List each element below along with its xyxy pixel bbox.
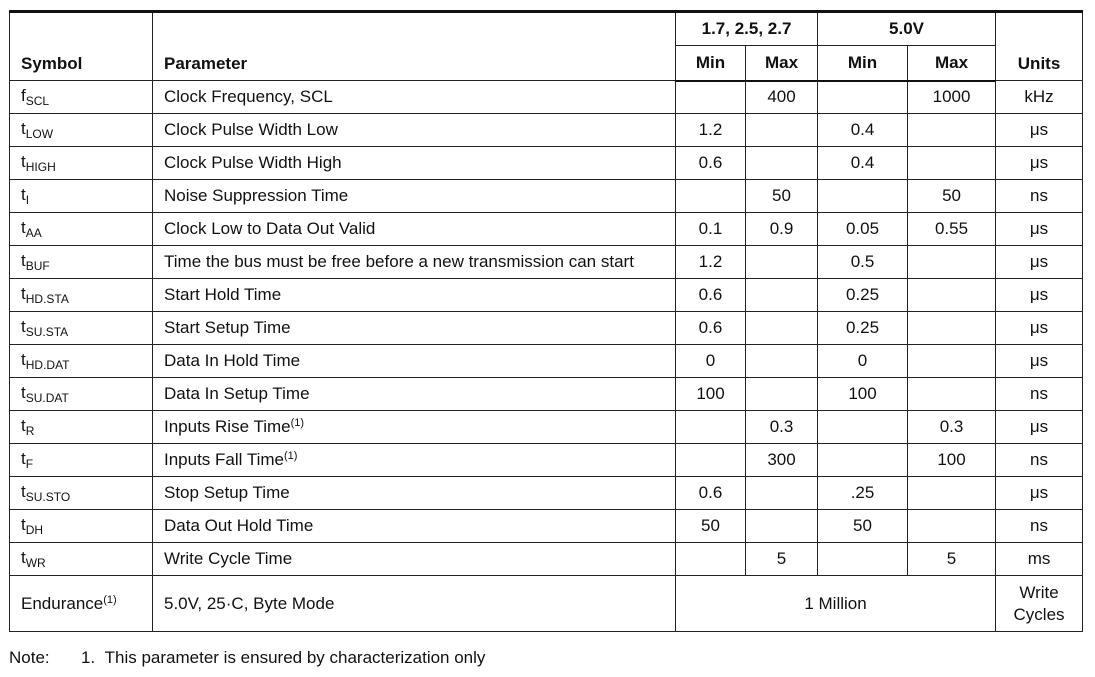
cell-max-low-voltage: 400 bbox=[746, 81, 818, 114]
footnote bbox=[9, 648, 485, 668]
cell-min-5v: 0.5 bbox=[818, 246, 908, 279]
cell-max-low-voltage: 300 bbox=[746, 444, 818, 477]
table-row bbox=[10, 444, 1083, 477]
cell-parameter: Start Hold Time bbox=[153, 279, 676, 312]
cell-min-low-voltage: 0.1 bbox=[676, 213, 746, 246]
header-group-5v: 5.0V bbox=[818, 12, 996, 46]
cell-max-low-voltage: 50 bbox=[746, 180, 818, 213]
cell-min-5v bbox=[818, 444, 908, 477]
table-row bbox=[10, 378, 1083, 411]
cell-max-5v bbox=[908, 147, 996, 180]
cell-max-5v: 0.55 bbox=[908, 213, 996, 246]
cell-symbol: $t_{LOW}$ bbox=[10, 114, 153, 147]
cell-min-low-voltage bbox=[676, 444, 746, 477]
cell-parameter: Data In Setup Time bbox=[153, 378, 676, 411]
cell-min-low-voltage: 1.2 bbox=[676, 246, 746, 279]
table-row bbox=[10, 411, 1083, 444]
cell-min-5v bbox=[818, 411, 908, 444]
cell-units: ns bbox=[996, 180, 1083, 213]
cell-symbol: $t_{SU.DAT}$ bbox=[10, 378, 153, 411]
cell-symbol: $t_{DH}$ bbox=[10, 510, 153, 543]
cell-units: ms bbox=[996, 543, 1083, 576]
cell-parameter: Noise Suppression Time bbox=[153, 180, 676, 213]
cell-max-5v bbox=[908, 378, 996, 411]
table-row bbox=[10, 477, 1083, 510]
cell-parameter: Clock Low to Data Out Valid bbox=[153, 213, 676, 246]
cell-min-low-voltage: 0.6 bbox=[676, 312, 746, 345]
cell-max-low-voltage bbox=[746, 345, 818, 378]
cell-parameter: Inputs Fall Time$^{(1)}$ bbox=[153, 444, 676, 477]
cell-min-low-voltage: 50 bbox=[676, 510, 746, 543]
table-row bbox=[10, 114, 1083, 147]
cell-max-5v bbox=[908, 114, 996, 147]
cell-units: μs bbox=[996, 279, 1083, 312]
cell-min-5v: 0.4 bbox=[818, 114, 908, 147]
cell-symbol: $t_{BUF}$ bbox=[10, 246, 153, 279]
cell-parameter: Time the bus must be free before a new transmission can start bbox=[153, 246, 676, 279]
cell-parameter: Write Cycle Time bbox=[153, 543, 676, 576]
header-symbol: Symbol bbox=[10, 12, 153, 81]
header-max: Max bbox=[746, 46, 818, 81]
cell-max-low-voltage: 5 bbox=[746, 543, 818, 576]
cell-parameter: Data Out Hold Time bbox=[153, 510, 676, 543]
cell-parameter: Inputs Rise Time$^{(1)}$ bbox=[153, 411, 676, 444]
cell-min-5v: 0.25 bbox=[818, 279, 908, 312]
cell-units: kHz bbox=[996, 81, 1083, 114]
table-row-endurance bbox=[10, 576, 1083, 632]
table-row bbox=[10, 81, 1083, 114]
cell-min-low-voltage bbox=[676, 543, 746, 576]
table-row bbox=[10, 279, 1083, 312]
header-row-groups bbox=[10, 12, 1083, 46]
cell-max-5v: 0.3 bbox=[908, 411, 996, 444]
ac-characteristics-table bbox=[9, 10, 1083, 632]
table-row bbox=[10, 180, 1083, 213]
cell-min-5v: 0.25 bbox=[818, 312, 908, 345]
cell-parameter: Stop Setup Time bbox=[153, 477, 676, 510]
cell-max-5v: 50 bbox=[908, 180, 996, 213]
table-row bbox=[10, 147, 1083, 180]
cell-max-5v: 100 bbox=[908, 444, 996, 477]
cell-max-5v bbox=[908, 345, 996, 378]
cell-max-low-voltage: 0.9 bbox=[746, 213, 818, 246]
table-row bbox=[10, 246, 1083, 279]
header-min: Min bbox=[818, 46, 908, 81]
cell-symbol: $t_{AA}$ bbox=[10, 213, 153, 246]
cell-max-low-voltage bbox=[746, 378, 818, 411]
cell-max-5v bbox=[908, 279, 996, 312]
cell-units: ns bbox=[996, 510, 1083, 543]
cell-max-5v bbox=[908, 510, 996, 543]
cell-parameter: Clock Frequency, SCL bbox=[153, 81, 676, 114]
header-units: Units bbox=[996, 12, 1083, 81]
cell-units: ns bbox=[996, 378, 1083, 411]
cell-symbol: $t_{SU.STA}$ bbox=[10, 312, 153, 345]
cell-units: μs bbox=[996, 246, 1083, 279]
cell-min-5v: 0 bbox=[818, 345, 908, 378]
cell-max-5v bbox=[908, 246, 996, 279]
ac-characteristics-table-container bbox=[9, 10, 1082, 632]
endurance-value: 1 Million bbox=[676, 576, 996, 632]
cell-min-low-voltage: 100 bbox=[676, 378, 746, 411]
cell-symbol: $t_{SU.STO}$ bbox=[10, 477, 153, 510]
footnote-label: Note: bbox=[9, 648, 50, 667]
table-row bbox=[10, 543, 1083, 576]
cell-max-low-voltage bbox=[746, 510, 818, 543]
cell-units: μs bbox=[996, 411, 1083, 444]
table-row bbox=[10, 312, 1083, 345]
cell-max-low-voltage bbox=[746, 279, 818, 312]
cell-parameter: Start Setup Time bbox=[153, 312, 676, 345]
cell-max-5v bbox=[908, 312, 996, 345]
cell-units: μs bbox=[996, 477, 1083, 510]
cell-min-5v: 50 bbox=[818, 510, 908, 543]
cell-symbol: $t_{HIGH}$ bbox=[10, 147, 153, 180]
cell-symbol: $f_{SCL}$ bbox=[10, 81, 153, 114]
cell-units: μs bbox=[996, 312, 1083, 345]
cell-min-low-voltage: 0.6 bbox=[676, 477, 746, 510]
header-parameter: Parameter bbox=[153, 12, 676, 81]
cell-min-5v: 0.05 bbox=[818, 213, 908, 246]
header-min: Min bbox=[676, 46, 746, 81]
cell-symbol: $t_{WR}$ bbox=[10, 543, 153, 576]
cell-max-5v: 1000 bbox=[908, 81, 996, 114]
cell-symbol: $t_{HD.DAT}$ bbox=[10, 345, 153, 378]
cell-min-low-voltage bbox=[676, 180, 746, 213]
cell-min-low-voltage: 0 bbox=[676, 345, 746, 378]
table-row bbox=[10, 345, 1083, 378]
cell-min-5v: .25 bbox=[818, 477, 908, 510]
cell-symbol: $t_{HD.STA}$ bbox=[10, 279, 153, 312]
cell-max-low-voltage bbox=[746, 147, 818, 180]
header-max: Max bbox=[908, 46, 996, 81]
cell-min-5v bbox=[818, 543, 908, 576]
cell-units: μs bbox=[996, 147, 1083, 180]
cell-min-5v bbox=[818, 180, 908, 213]
endurance-units: Write Cycles bbox=[996, 576, 1083, 632]
cell-units: μs bbox=[996, 114, 1083, 147]
header-group-low-voltage: 1.7, 2.5, 2.7 bbox=[676, 12, 818, 46]
cell-parameter: Clock Pulse Width Low bbox=[153, 114, 676, 147]
cell-symbol: $t_R$ bbox=[10, 411, 153, 444]
cell-min-low-voltage: 0.6 bbox=[676, 147, 746, 180]
cell-min-5v bbox=[818, 81, 908, 114]
footnote-text: 1. This parameter is ensured by characterization only bbox=[81, 648, 486, 667]
cell-min-low-voltage: 1.2 bbox=[676, 114, 746, 147]
endurance-symbol: Endurance$^{(1)}$ bbox=[10, 576, 153, 632]
cell-parameter: Clock Pulse Width High bbox=[153, 147, 676, 180]
cell-min-low-voltage bbox=[676, 411, 746, 444]
cell-units: ns bbox=[996, 444, 1083, 477]
table-body bbox=[10, 81, 1083, 576]
endurance-parameter: 5.0V, 25·C, Byte Mode bbox=[153, 576, 676, 632]
cell-symbol: $t_I$ bbox=[10, 180, 153, 213]
table-row bbox=[10, 213, 1083, 246]
table-row bbox=[10, 510, 1083, 543]
cell-units: μs bbox=[996, 213, 1083, 246]
cell-max-low-voltage bbox=[746, 312, 818, 345]
cell-max-low-voltage bbox=[746, 246, 818, 279]
cell-min-low-voltage: 0.6 bbox=[676, 279, 746, 312]
cell-min-5v: 100 bbox=[818, 378, 908, 411]
cell-max-5v bbox=[908, 477, 996, 510]
cell-units: μs bbox=[996, 345, 1083, 378]
cell-min-5v: 0.4 bbox=[818, 147, 908, 180]
cell-max-5v: 5 bbox=[908, 543, 996, 576]
cell-max-low-voltage: 0.3 bbox=[746, 411, 818, 444]
cell-symbol: $t_F$ bbox=[10, 444, 153, 477]
cell-max-low-voltage bbox=[746, 477, 818, 510]
cell-parameter: Data In Hold Time bbox=[153, 345, 676, 378]
cell-min-low-voltage bbox=[676, 81, 746, 114]
cell-max-low-voltage bbox=[746, 114, 818, 147]
